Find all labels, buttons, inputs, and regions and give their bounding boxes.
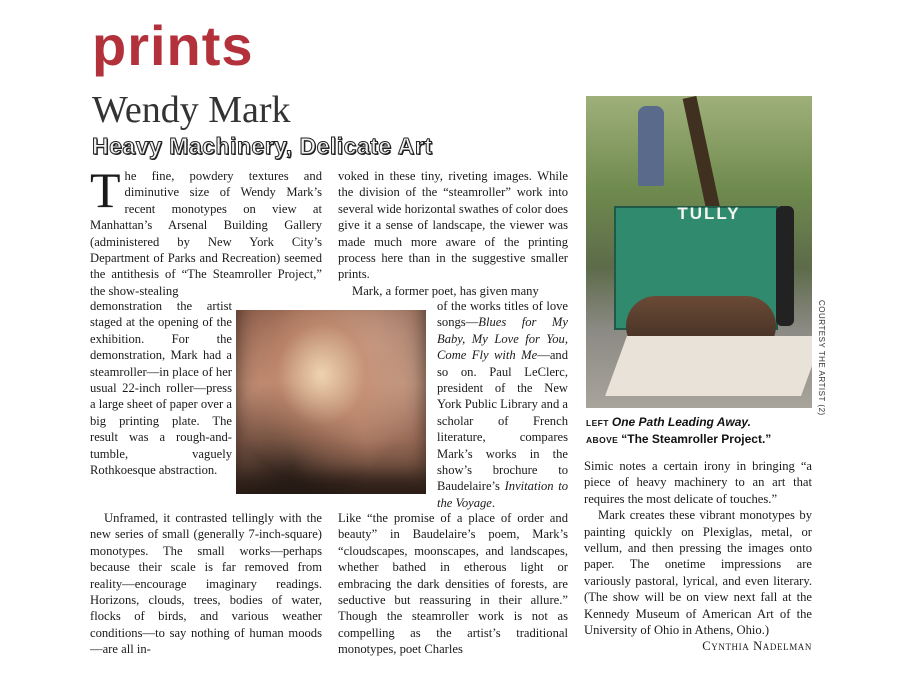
column-2-bottom xyxy=(338,510,568,658)
drop-cap: T xyxy=(90,162,121,218)
article-headline: Heavy Machinery, Delicate Art xyxy=(92,133,433,159)
paragraph-5: Simic notes a certain irony in bringing “a piece of heavy machinery to an art that requires the most delicate of touches.” xyxy=(584,459,812,506)
section-title: prints xyxy=(92,14,254,77)
monotype-artwork-image xyxy=(236,310,426,494)
captions xyxy=(586,414,818,448)
artist-name: Wendy Mark xyxy=(92,89,291,131)
paragraph-1-continuation: demonstration the artist staged at the opening of the exhibition. For the demonstration, Mark had a steamroller—in place of her usual 22-inch roller—press a large sheet of paper over a big printing plate. The result was a rough-and-tumble, vaguely Rothkoesque abstraction. xyxy=(90,299,232,478)
caption-left xyxy=(586,414,818,431)
paper-sheet xyxy=(605,336,812,396)
man-figure xyxy=(638,106,664,186)
text-run: . xyxy=(491,495,496,510)
column-1-narrow xyxy=(90,298,232,478)
paragraph-4-rest: Like “the promise of a place of order and beauty” in Baudelaire’s poem, Mark’s “cloudscapes, moonscapes, and landscapes, whether bathed in etherous light or embracing the dark densities of forests, are seductive but reassuring in their allure.” Though the steamroller work is not as compelling as the artist’s traditional monotypes, poet Charles xyxy=(338,511,568,657)
caption-above xyxy=(586,431,818,448)
woman-figure xyxy=(776,206,794,326)
paragraph-1-opening: he fine, powdery textures and diminutive size of Wendy Mark’s recent monotypes on view at Manhattan’s Arsenal Building Gallery (administered by New York City’s Department of Parks and Recreation) seemed the antithesis of “The Steamroller Project,” the show-stealing xyxy=(90,169,322,298)
paragraph-6 xyxy=(584,507,812,654)
paragraph-3: voked in these tiny, riveting images. While the division of the “steamroller” work into several wide horizontal swathes of color does give it a sense of landscape, the viewer was made much more aware of the printing process here than in the suggestive smaller prints. xyxy=(338,169,568,282)
column-1-bottom xyxy=(90,510,322,658)
steamroller-photo xyxy=(586,96,812,408)
byline: Cynthia Nadelman xyxy=(702,639,812,654)
photo-credit: COURTESY THE ARTIST (2) xyxy=(817,300,826,416)
column-3 xyxy=(584,458,812,655)
caption-key: ABOVE xyxy=(586,435,619,445)
paragraph-4-lead: Mark, a former poet, has given many xyxy=(352,283,539,298)
text-run: of the works titles of love songs— xyxy=(437,299,568,330)
text-run: —and so on. Paul LeClerc, president of the New York Public Library and a scholar of French literature, compares Mark’s works in the show’s brochure to Baudelaire’s xyxy=(437,348,568,494)
poem-title: Invitation to the Voyage xyxy=(437,479,568,510)
column-2-top xyxy=(338,168,568,299)
steamroller-sign: TULLY xyxy=(677,204,741,223)
column-2-narrow xyxy=(437,298,568,511)
caption-title: “The Steamroller Project.” xyxy=(621,432,772,446)
song-titles: Blues for My Baby, My Love for You, Come Fly with Me xyxy=(437,315,568,363)
text-run: Mark creates these vibrant monotypes by painting quickly on Plexiglas, metal, or vellum, and then pressing the images onto paper. The onetime impressions are variously pastoral, lyrical, and even literary. (The show will be on view next fall at the Kennedy Museum of American Art of the University of Ohio in Athens, Ohio.) xyxy=(584,508,812,638)
paragraph-4-narrow xyxy=(437,298,568,511)
column-1-top xyxy=(90,162,322,299)
caption-key: LEFT xyxy=(586,418,609,428)
caption-title: One Path Leading Away. xyxy=(611,415,751,429)
paragraph-2: Unframed, it contrasted tellingly with the new series of small (generally 7-inch-square) monotypes. The small works—perhaps because their scale is far removed from reality—encourage imaginary readings. Horizons, clouds, trees, bodies of water, flocks of birds, and various weather conditions—to say nothing of human moods—are all in- xyxy=(90,511,322,657)
